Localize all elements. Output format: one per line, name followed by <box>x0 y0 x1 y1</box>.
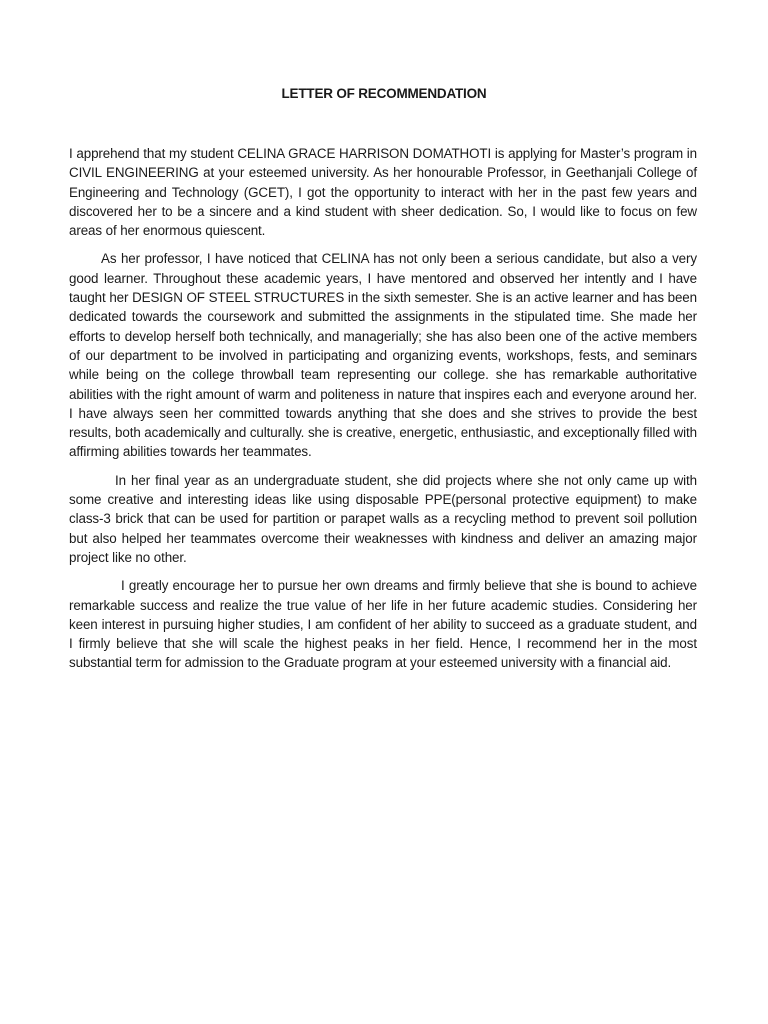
paragraph-professor-observations: As her professor, I have noticed that CELINA has not only been a serious candidate, but also a very good learner. Throughout these academic years, I have mentored and observed her intently and I have taught her DESIGN OF STEEL STRUCTURES in the sixth semester. She is an active learner and has been dedicated towards the coursework and submitted the assignments in the stipulated time. She made her efforts to develop herself both technically, and managerially; she has also been one of the active members of our department to be involved in participating and organizing events, workshops, fests, and seminars while being on the college throwball team representing our college. she has remarkable authoritative abilities with the right amount of warm and politeness in nature that inspires each and everyone around her. I have always seen her committed towards anything that she does and she strives to provide the best results, both academically and culturally. she is creative, energetic, enthusiastic, and exceptionally filled with affirming abilities towards her teammates. <box>69 251 697 460</box>
paragraph-introduction: I apprehend that my student CELINA GRACE HARRISON DOMATHOTI is applying for Master’s program in CIVIL ENGINEERING at your esteemed university. As her honourable Professor, in Geethanjali College of Engineering and Technology (GCET), I got the opportunity to interact with her in the past few years and discovered her to be a sincere and a kind student with sheer dedication. So, I would like to focus on few areas of her enormous quiescent. <box>69 146 697 239</box>
paragraph-final-year-projects: In her final year as an undergraduate student, she did projects where she not only came up with some creative and interesting ideas like using disposable PPE(personal protective equipment) to make class-3 brick that can be used for partition or parapet walls as a recycling method to prevent soil pollution but also helped her teammates overcome their weaknesses with kindness and deliver an amazing major project like no other. <box>69 472 697 565</box>
letter-title: LETTER OF RECOMMENDATION <box>281 86 487 101</box>
letter-body <box>69 144 697 682</box>
paragraph-recommendation: I greatly encourage her to pursue her own dreams and firmly believe that she is bound to achieve remarkable success and realize the true value of her life in her future academic studies. Considering her keen interest in pursuing higher studies, I am confident of her ability to succeed as a graduate student, and I firmly believe that she will scale the highest peaks in her field. Hence, I recommend her in the most substantial term for admission to the Graduate program at your esteemed university with a financial aid. <box>69 578 697 671</box>
